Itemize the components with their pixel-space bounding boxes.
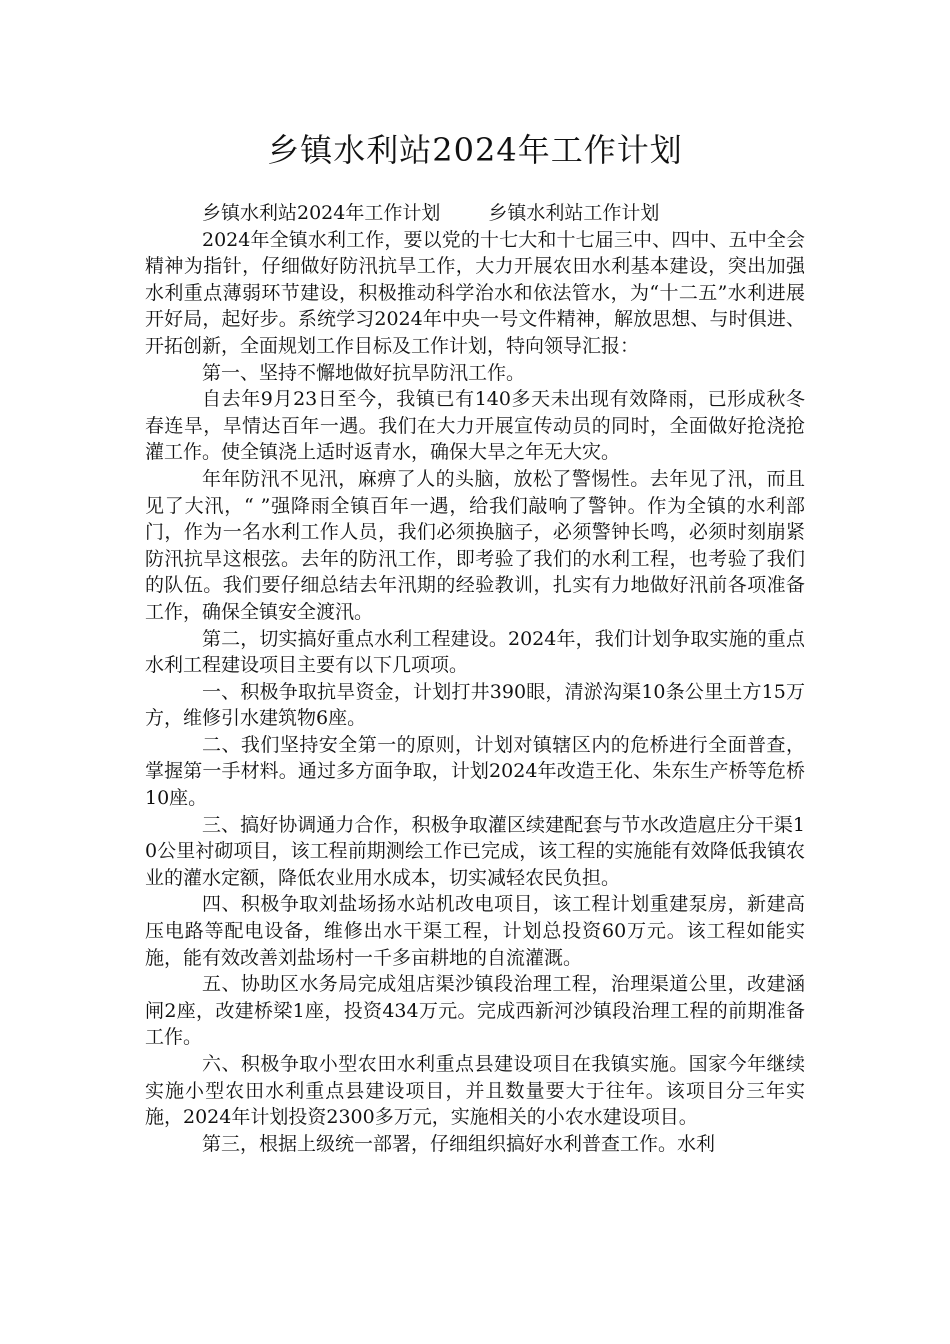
document-body (145, 200, 805, 1157)
document-title: 乡镇水利站2024年工作计划 (267, 131, 683, 169)
paragraph-item-2: 二、我们坚持安全第一的原则，计划对镇辖区内的危桥进行全面普查，掌握第一手材料。通过多方面争取，计划2024年改造王化、朱东生产桥等危桥10座。 (145, 733, 805, 810)
subtitle-left: 乡镇水利站2024年工作计划 (202, 202, 441, 224)
paragraph-heading-2: 第二，切实搞好重点水利工程建设。2024年，我们计划争取实施的重点水利工程建设项目主要有以下几项项。 (145, 627, 805, 677)
paragraph-drought: 自去年9月23日至今，我镇已有140多天未出现有效降雨，已形成秋冬春连旱，旱情达百年一遇。我们在大力开展宣传动员的同时，全面做好抢浇抢灌工作。使全镇浇上适时返青水，确保大旱之年无大灾。 (145, 388, 805, 464)
paragraph-intro: 2024年全镇水利工作，要以党的十七大和十七届三中、四中、五中全会精神为指针，仔细做好防汛抗旱工作，大力开展农田水利基本建设，突出加强水利重点薄弱环节建设，积极推动科学治水和依法管水，为“十二五”水利进展开好局，起好步。系统学习2024年中央一号文件精神，解放思想、与时俱进、开拓创新，全面规划工作目标及工作计划，特向领导汇报： (145, 228, 805, 357)
paragraph-item-5: 五、协助区水务局完成俎店渠沙镇段治理工程，治理渠道公里，改建涵闸2座，改建桥梁1座，投资434万元。完成西新河沙镇段治理工程的前期准备工作。 (145, 973, 805, 1049)
paragraph-item-4: 四、积极争取刘盐场扬水站机改电项目，该工程计划重建泵房，新建高压电路等配电设备，维修出水干渠工程，计划总投资60万元。该工程如能实施，能有效改善刘盐场村一千多亩耕地的自流灌溉。 (145, 893, 805, 969)
subtitle-right: 乡镇水利站工作计划 (488, 202, 660, 224)
paragraph-heading-1: 第一、坚持不懈地做好抗旱防汛工作。 (202, 361, 526, 384)
paragraph-flood: 年年防汛不见汛，麻痹了人的头脑，放松了警惕性。去年见了汛，而且见了大汛，“ ”强降雨全镇百年一遇，给我们敲响了警钟。作为全镇的水利部门，作为一名水利工作人员，我们必须换脑子，必须警钟长鸣，必须时刻崩紧防汛抗旱这根弦。去年的防汛工作，即考验了我们的水利工程，也考验了我们的队伍。我们要仔细总结去年汛期的经验教训，扎实有力地做好汛前各项准备工作，确保全镇安全渡汛。 (145, 467, 805, 623)
paragraph-item-1: 一、积极争取抗旱资金，计划打井390眼，清淤沟渠10条公里土方15万方，维修引水建筑物6座。 (145, 680, 805, 730)
paragraph-item-3: 三、搞好协调通力合作，积极争取灌区续建配套与节水改造扈庄分干渠10公里衬砌项目，该工程前期测绘工作已完成，该工程的实施能有效降低我镇农业的灌水定额，降低农业用水成本，切实减轻农民负担。 (145, 813, 805, 889)
subtitle-line (145, 200, 805, 227)
paragraph-item-6: 六、积极争取小型农田水利重点县建设项目在我镇实施。国家今年继续实施小型农田水利重点县建设项目，并且数量要大于往年。该项目分三年实施，2024年计划投资2300多万元，实施相关的小农水建设项目。 (145, 1053, 805, 1129)
paragraph-heading-3: 第三，根据上级统一部署，仔细组织搞好水利普查工作。水利 (202, 1132, 716, 1155)
